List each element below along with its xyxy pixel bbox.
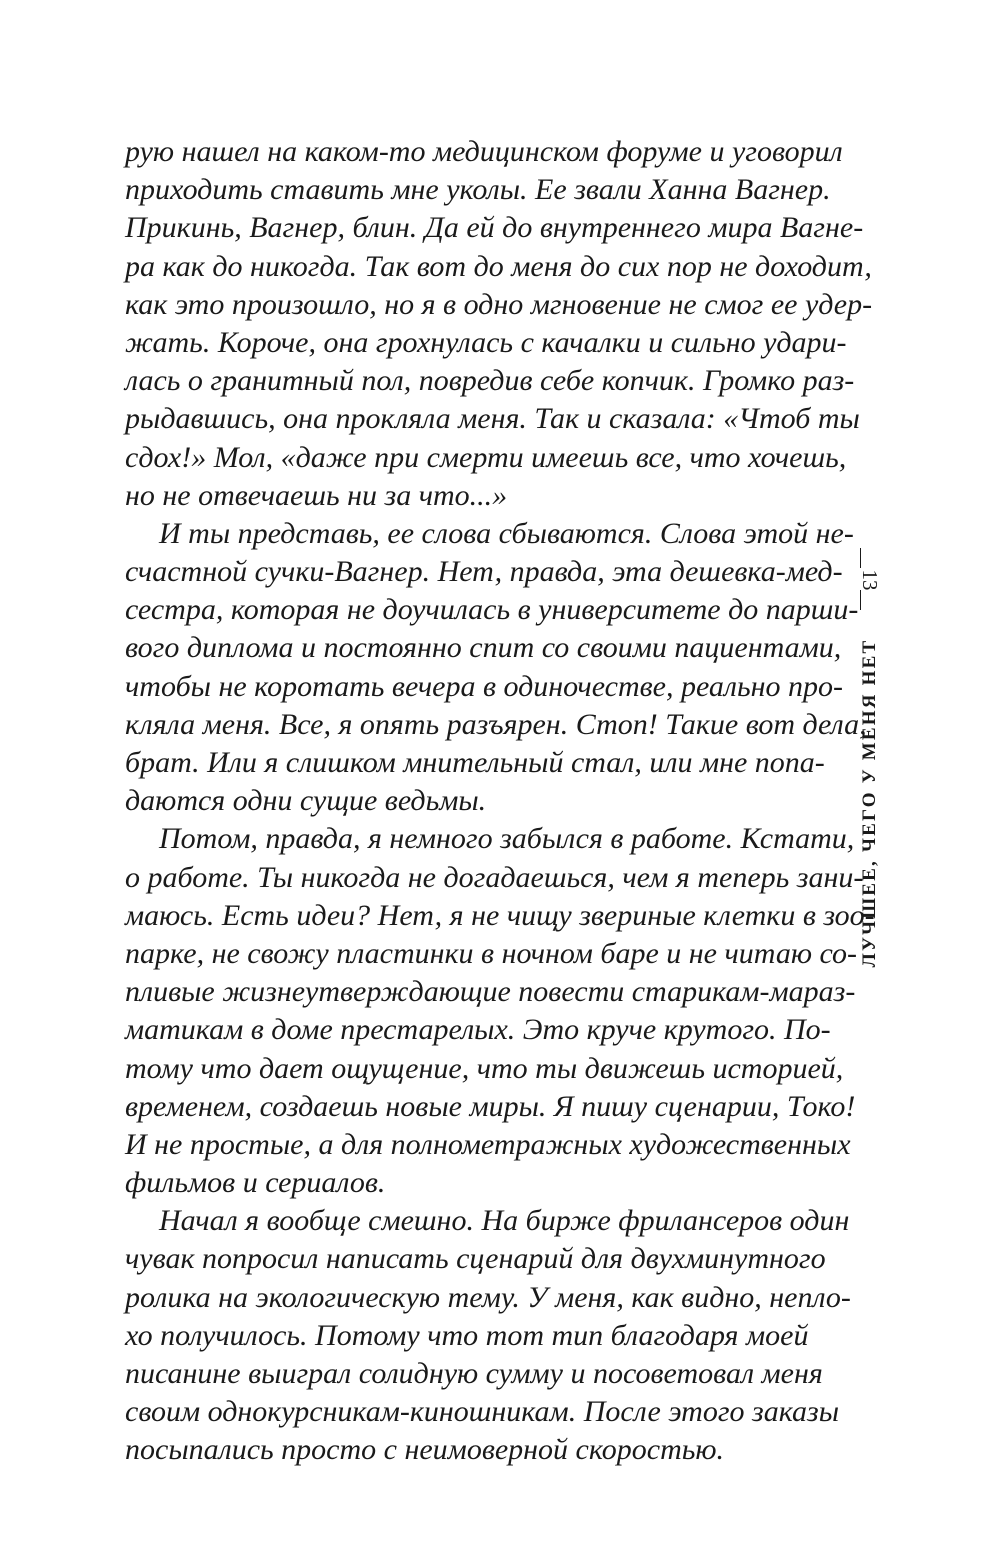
text-line: временем, создаешь новые миры. Я пишу сценарии, Токо!	[125, 1089, 856, 1123]
text-line: чувак попросил написать сценарий для двухминутного	[125, 1242, 826, 1276]
text-line: лась о гранитный пол, повредив себе копчик. Громко раз-	[125, 364, 855, 398]
text-line: вого диплома и постоянно спит со своими пациентами,	[125, 631, 842, 665]
text-line: счастной сучки-Вагнер. Нет, правда, эта дешевка-мед-	[125, 555, 843, 589]
page-number: 13	[858, 569, 882, 591]
text-line: рыдавшись, она прокляла меня. Так и сказала: «Чтоб ты	[125, 402, 860, 436]
paragraph-3	[125, 820, 875, 1202]
text-line: сдох!» Мол, «даже при смерти имеешь все, что хочешь,	[125, 440, 847, 474]
text-line: фильмов и сериалов.	[125, 1166, 386, 1200]
paragraph-1	[125, 133, 873, 515]
text-line: маюсь. Есть идеи? Нет, я не чищу звериные клетки в зоо-	[125, 898, 875, 932]
text-line: брат. Или я слишком мнительный стал, или мне попа-	[125, 746, 825, 779]
text-line: как это произошло, но я в одно мгновение не смог ее удер-	[125, 287, 873, 321]
text-line: сестра, которая не доучилась в университете до парши-	[125, 593, 859, 627]
text-line: даются одни сущие ведьмы.	[125, 784, 487, 818]
text-line: матикам в доме престарелых. Это круче крутого. По-	[125, 1013, 831, 1047]
paragraph-4	[125, 1202, 851, 1469]
folio	[848, 548, 892, 592]
text-line: но не отвечаешь ни за что...»	[125, 478, 508, 512]
text-line: хо получилось. Потому что тот тип благодаря моей	[125, 1318, 809, 1352]
text-line: Прикинь, Вагнер, блин. Да ей до внутреннего мира Вагне-	[125, 211, 864, 245]
text-line: И не простые, а для полнометражных художественных	[125, 1127, 851, 1161]
text-line: жать. Короче, она грохнулась с качалки и сильно удари-	[125, 325, 847, 359]
running-title: ЛУЧШЕЕ, ЧЕГО У МЕНЯ НЕТ	[859, 638, 880, 968]
text-line: парке, не свожу пластинки в ночном баре и не читаю со-	[125, 936, 858, 970]
text-line: Потом, правда, я немного забылся в работе. Кстати,	[159, 822, 855, 856]
text-line: чтобы не коротать вечера в одиночестве, реально про-	[125, 669, 843, 703]
text-line: рую нашел на каком-то медицинском форуме и уговорил	[125, 135, 843, 168]
paragraph-2	[125, 515, 867, 821]
text-line: ролика на экологическую тему. У меня, как видно, непло-	[125, 1280, 851, 1314]
text-line: кляла меня. Все, я опять разъярен. Стоп! Такие вот дела,	[125, 707, 867, 741]
folio-rule-bottom	[860, 590, 861, 610]
text-line: приходить ставить мне уколы. Ее звали Ханна Вагнер.	[125, 173, 831, 207]
text-line: пливые жизнеутверждающие повести старикам-мараз-	[125, 975, 856, 1009]
side-margin	[848, 548, 892, 968]
text-line: посыпались просто с неимоверной скоростью.	[125, 1433, 725, 1467]
text-line: Начал я вообще смешно. На бирже фрилансеров один	[159, 1204, 850, 1238]
text-line: своим однокурсникам-киношникам. После этого заказы	[125, 1395, 840, 1429]
text-line: писанине выиграл солидную сумму и посоветовал меня	[125, 1357, 823, 1390]
text-line: тому что дает ощущение, что ты движешь историей,	[125, 1051, 844, 1085]
text-line: ра как до никогда. Так вот до меня до сих пор не доходит,	[125, 249, 872, 283]
text-line: о работе. Ты никогда не догадаешься, чем я теперь зани-	[125, 860, 864, 894]
text-line: И ты представь, ее слова сбываются. Слова этой не-	[159, 516, 854, 550]
